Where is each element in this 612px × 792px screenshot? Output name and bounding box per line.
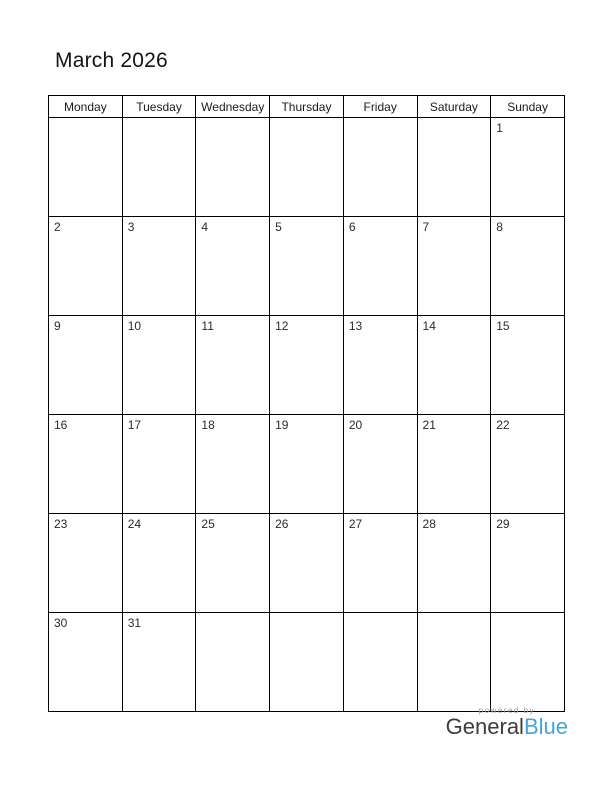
weekday-header-row [49, 96, 565, 118]
calendar-cell [196, 118, 270, 217]
week-row-6 [49, 613, 565, 712]
calendar-cell-day-7: 7 [417, 217, 491, 316]
calendar-cell-day-9: 9 [49, 316, 123, 415]
weekday-header-saturday: Saturday [417, 96, 491, 118]
calendar-cell-day-22: 22 [491, 415, 565, 514]
calendar-cell-day-3: 3 [122, 217, 196, 316]
calendar-cell [122, 118, 196, 217]
calendar-cell-day-28: 28 [417, 514, 491, 613]
calendar-cell-day-17: 17 [122, 415, 196, 514]
calendar-cell [49, 118, 123, 217]
week-row-3 [49, 316, 565, 415]
week-row-4 [49, 415, 565, 514]
calendar-cell-day-26: 26 [270, 514, 344, 613]
calendar-cell [343, 613, 417, 712]
calendar-cell-day-19: 19 [270, 415, 344, 514]
calendar-cell-day-30: 30 [49, 613, 123, 712]
footer-branding [446, 706, 568, 738]
calendar-cell-day-5: 5 [270, 217, 344, 316]
weekday-header-thursday: Thursday [270, 96, 344, 118]
week-row-2 [49, 217, 565, 316]
calendar-cell [270, 118, 344, 217]
calendar-cell [417, 613, 491, 712]
weekday-header-friday: Friday [343, 96, 417, 118]
calendar-cell-day-8: 8 [491, 217, 565, 316]
calendar-cell-day-15: 15 [491, 316, 565, 415]
calendar-cell-day-16: 16 [49, 415, 123, 514]
calendar-cell-day-24: 24 [122, 514, 196, 613]
calendar-cell-day-13: 13 [343, 316, 417, 415]
brand-name-blue: Blue [523, 714, 568, 739]
calendar-cell-day-21: 21 [417, 415, 491, 514]
week-row-5 [49, 514, 565, 613]
calendar-cell-day-4: 4 [196, 217, 270, 316]
calendar-cell [270, 613, 344, 712]
brand-name-general: General [445, 714, 524, 739]
calendar-cell [343, 118, 417, 217]
calendar-cell-day-10: 10 [122, 316, 196, 415]
calendar-cell-day-18: 18 [196, 415, 270, 514]
weekday-header-sunday: Sunday [491, 96, 565, 118]
calendar-cell-day-25: 25 [196, 514, 270, 613]
page-title: March 2026 [55, 49, 168, 72]
week-row-1 [49, 118, 565, 217]
brand-logo [446, 716, 568, 738]
calendar-cell-day-1: 1 [491, 118, 565, 217]
calendar-cell [491, 613, 565, 712]
calendar-cell-day-2: 2 [49, 217, 123, 316]
calendar-cell-day-6: 6 [343, 217, 417, 316]
calendar-cell-day-11: 11 [196, 316, 270, 415]
calendar-cell-day-14: 14 [417, 316, 491, 415]
calendar-cell-day-20: 20 [343, 415, 417, 514]
calendar-cell-day-23: 23 [49, 514, 123, 613]
calendar-cell-day-31: 31 [122, 613, 196, 712]
weekday-header-monday: Monday [49, 96, 123, 118]
weekday-header-wednesday: Wednesday [196, 96, 270, 118]
calendar-cell-day-27: 27 [343, 514, 417, 613]
calendar-cell-day-29: 29 [491, 514, 565, 613]
calendar-cell [196, 613, 270, 712]
powered-by-label: powered by [478, 706, 536, 715]
calendar-cell [417, 118, 491, 217]
calendar-cell-day-12: 12 [270, 316, 344, 415]
weekday-header-tuesday: Tuesday [122, 96, 196, 118]
calendar-grid [48, 95, 565, 712]
